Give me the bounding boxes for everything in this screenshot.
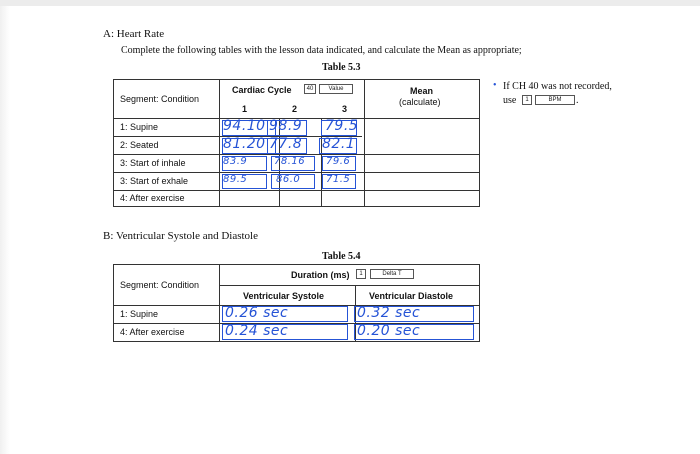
header-systole: Ventricular Systole <box>243 291 325 301</box>
header-diastole: Ventricular Diastole <box>369 291 454 301</box>
header-col-3: 3 <box>342 104 348 114</box>
row-label: 2: Seated <box>120 140 159 150</box>
cycle-number-box[interactable]: 40 <box>304 84 316 94</box>
row-label: 1: Supine <box>120 122 159 132</box>
section-a-title: A: Heart Rate <box>103 28 165 40</box>
hr-value: 78.16 <box>274 156 306 167</box>
value-dropdown[interactable]: Value <box>319 84 353 94</box>
hr-value: 83.9 <box>223 156 248 167</box>
header-cardiac-cycle: Cardiac Cycle <box>232 85 292 95</box>
row-label: 4: After exercise <box>120 193 185 203</box>
note-bullet: • <box>493 80 497 91</box>
note-box-bpm[interactable]: BPM <box>535 95 575 105</box>
table-5-3-title: Table 5.3 <box>322 62 361 73</box>
page-top-edge <box>0 0 700 6</box>
table-5-4 <box>113 264 480 342</box>
hr-value: 71.5 <box>326 174 351 185</box>
row-label: 1: Supine <box>120 309 159 319</box>
hr-value: 79.6 <box>326 156 351 167</box>
table-5-3 <box>113 79 480 207</box>
header-mean: Mean <box>410 86 434 96</box>
header-col-1: 1 <box>242 104 248 114</box>
systole-value: 0.24 sec <box>225 323 289 339</box>
note-line-1: If CH 40 was not recorded, <box>503 81 612 92</box>
page-left-shadow <box>0 6 10 454</box>
hr-value: 81.20 <box>223 136 266 152</box>
header-duration: Duration (ms) <box>291 270 350 280</box>
hr-value: 77.8 <box>269 136 303 152</box>
duration-box-1[interactable]: 1 <box>356 269 366 279</box>
section-b-title: B: Ventricular Systole and Diastole <box>103 230 258 242</box>
section-a-instruction: Complete the following tables with the lesson data indicated, and calculate the Mean as appropriate; <box>121 45 522 56</box>
note-period: . <box>576 95 579 106</box>
header-col-2: 2 <box>292 104 298 114</box>
note-box-1[interactable]: 1 <box>522 95 532 105</box>
header-segment-condition: Segment: Condition <box>120 94 200 104</box>
hr-value: 86.0 <box>276 174 301 185</box>
delta-t-dropdown[interactable]: Delta T <box>370 269 414 279</box>
note-use: use <box>503 95 517 106</box>
diastole-value: 0.20 sec <box>357 323 421 339</box>
header-mean-sub: (calculate) <box>399 97 441 107</box>
systole-value: 0.26 sec <box>225 305 289 321</box>
row-label: 3: Start of inhale <box>120 158 186 168</box>
row-label: 4: After exercise <box>120 327 185 337</box>
header-segment-condition: Segment: Condition <box>120 280 200 290</box>
diastole-value: 0.32 sec <box>357 305 421 321</box>
table-5-4-title: Table 5.4 <box>322 251 361 262</box>
row-label: 3: Start of exhale <box>120 176 189 186</box>
hr-value: 89.5 <box>223 174 248 185</box>
hr-value: 79.5 <box>325 118 359 134</box>
hr-value: 94.10 <box>223 118 266 134</box>
hr-value: 98.9 <box>269 118 303 134</box>
hr-value: 82.1 <box>322 136 356 152</box>
